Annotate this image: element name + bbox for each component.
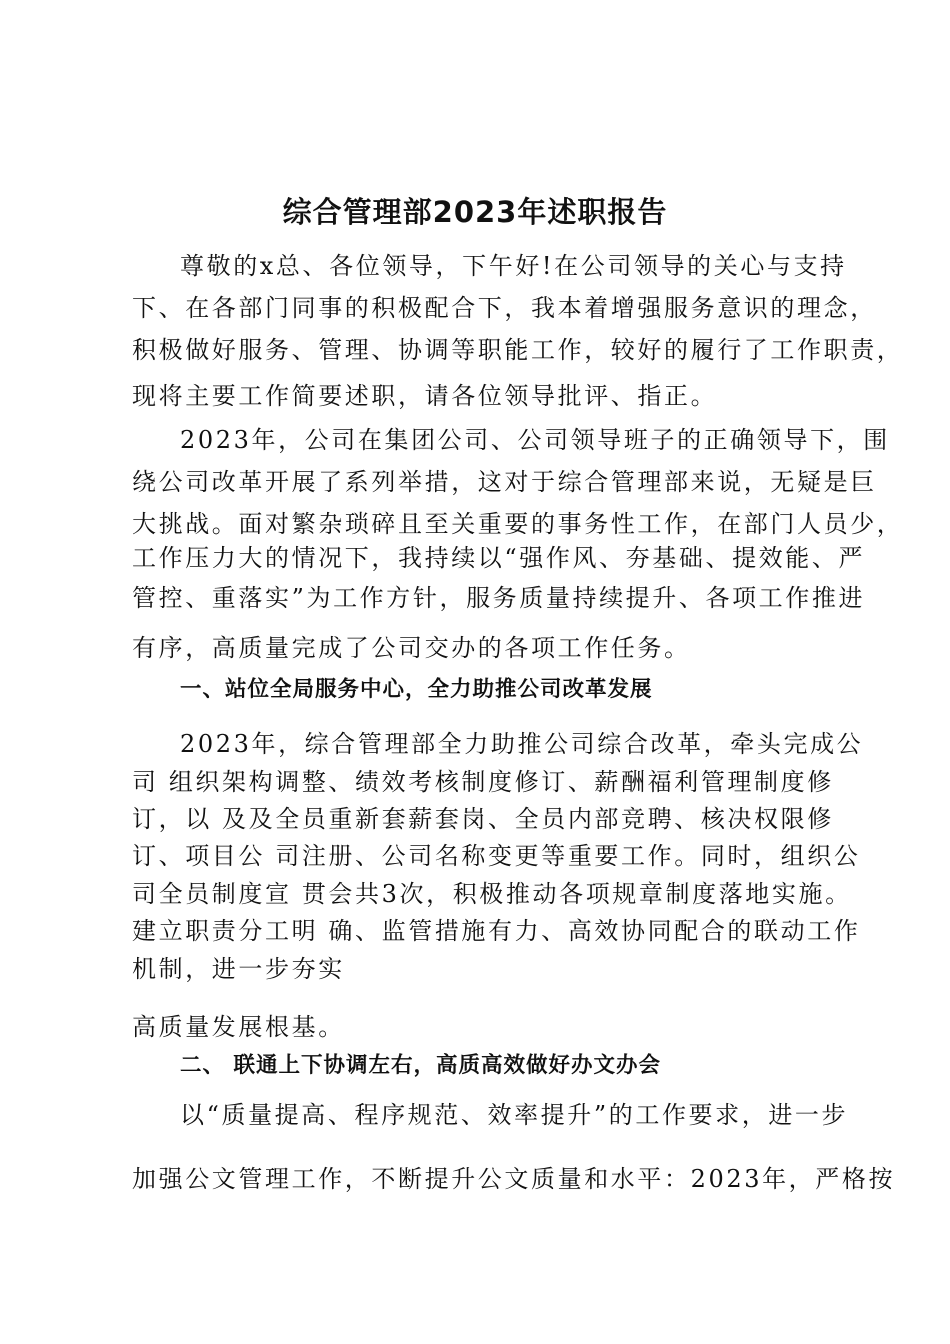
paragraph-line: 绕公司改革开展了系列举措，这对于综合管理部来说，无疑是巨 bbox=[132, 468, 877, 496]
section-heading: 二、 联通上下协调左右，高质高效做好办文办会 bbox=[180, 1053, 661, 1078]
paragraph-line: 以“质量提高、程序规范、效率提升”的工作要求，进一步 bbox=[180, 1101, 849, 1129]
paragraph-line: 建立职责分工明 确、监管措施有力、高效协同配合的联动工作 bbox=[132, 917, 861, 945]
paragraph-line: 2023年，综合管理部全力助推公司综合改革，牵头完成公 bbox=[180, 730, 864, 758]
paragraph-line: 2023年，公司在集团公司、公司领导班子的正确领导下，围 bbox=[180, 426, 890, 454]
paragraph-line: 高质量发展根基。 bbox=[132, 1013, 345, 1041]
paragraph-line: 工作压力大的情况下，我持续以“强作风、夯基础、提效能、严 bbox=[132, 544, 866, 572]
paragraph-line: 有序，高质量完成了公司交办的各项工作任务。 bbox=[132, 634, 691, 662]
paragraph-line: 下、在各部门同事的积极配合下，我本着增强服务意识的理念， bbox=[132, 294, 877, 322]
paragraph-line: 订，以 及及全员重新套薪套岗、全员内部竞聘、核决权限修 bbox=[132, 805, 834, 833]
paragraph-line: 现将主要工作简要述职，请各位领导批评、指正。 bbox=[132, 382, 718, 410]
paragraph-line: 司全员制度宣 贯会共3次，积极推动各项规章制度落地实施。 bbox=[132, 880, 852, 908]
paragraph-line: 积极做好服务、管理、协调等职能工作，较好的履行了工作职责， bbox=[132, 336, 904, 364]
paragraph-line: 管控、重落实”为工作方针，服务质量持续提升、各项工作推进 bbox=[132, 584, 866, 612]
section-heading: 一、站位全局服务中心，全力助推公司改革发展 bbox=[180, 677, 653, 702]
paragraph-line: 大挑战。面对繁杂琐碎且至关重要的事务性工作，在部门人员少， bbox=[132, 510, 904, 538]
paragraph-line: 尊敬的x总、各位领导，下午好!在公司领导的关心与支持 bbox=[180, 252, 847, 280]
paragraph-line: 司 组织架构调整、绩效考核制度修订、薪酬福利管理制度修 bbox=[132, 768, 834, 796]
paragraph-line: 订、项目公 司注册、公司名称变更等重要工作。同时，组织公 bbox=[132, 842, 861, 870]
document-title: 综合管理部2023年述职报告 bbox=[282, 195, 668, 229]
paragraph-line: 加强公文管理工作，不断提升公文质量和水平：2023年，严格按 bbox=[132, 1165, 896, 1193]
paragraph-line: 机制，进一步夯实 bbox=[132, 955, 345, 983]
